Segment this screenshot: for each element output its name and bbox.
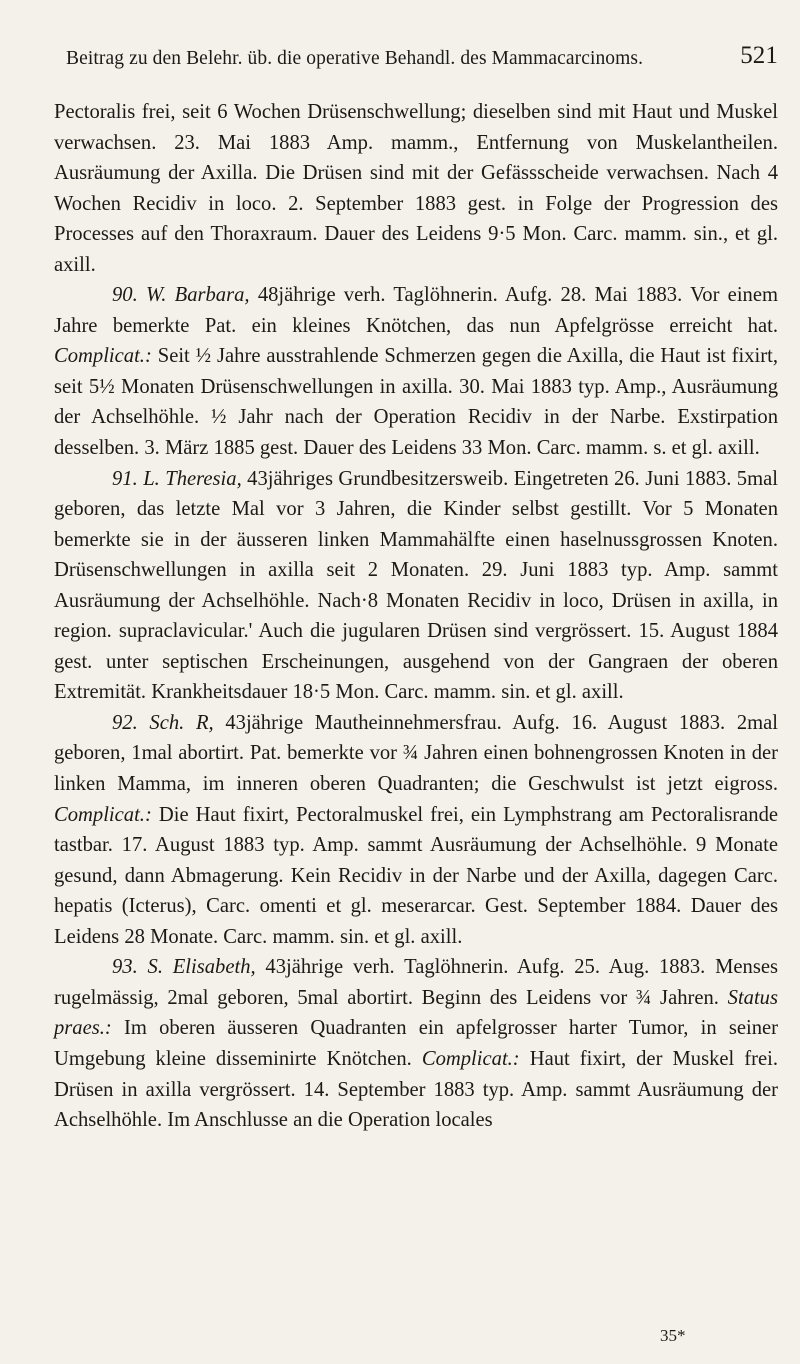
running-title: Beitrag zu den Belehr. üb. die operative Behandl. des Mammacarcinoms. bbox=[66, 48, 644, 69]
section-label: Complicat.: bbox=[421, 1047, 520, 1070]
case-text: 43jährige Mautheinnehmersfrau. Aufg. 16. August 1883. 2mal geboren, 1mal abortirt. Pat. bemerkte vor ¾ Jahren einen bohnengrossen Knoten in der linken Mamma, im inneren oberen Quadranten; die Geschwulst ist jetzt eigross. bbox=[54, 711, 778, 796]
case-text: 43jähriges Grundbesitzersweib. Eingetreten 26. Juni 1883. 5mal geboren, das letzte Mal vor 3 Jahren, die Kinder selbst gestillt. Vor 5 Monaten bemerkte sie in der äusseren linken Mammahälfte einen haselnussgrossen Knoten. Drüsenschwellungen in axilla seit 2 Monaten. 29. Juni 1883 typ. Amp. sammt Ausräumung der Achselhöhle. Nach·8 Monaten Recidiv in loco, Drüsen in axilla, in region. supraclavicular.' Auch die jugularen Drüsen sind vergrössert. 15. August 1884 gest. unter septischen Erscheinungen, ausgehend von der Gangraen der oberen Extremität. Krankheitsdauer 18·5 Mon. Carc. mamm. sin. et gl. axill. bbox=[54, 467, 778, 704]
case-text: Im oberen äusseren Quadranten ein apfelgrosser harter Tumor, in seiner Umgebung kleine disseminirte Knötchen. bbox=[54, 1017, 779, 1070]
case-text: Die Haut fixirt, Pectoralmuskel frei, ein Lymphstrang am Pectoralisrande tastbar. 17. August 1883 typ. Amp. sammt Ausräumung der Achselhöhle. 9 Monate gesund, dann Abmagerung. Kein Recidiv in der Narbe und der Axilla, dagegen Carc. hepatis (Icterus), Carc. omenti et gl. meserarcar. Gest. September 1884. Dauer des Leidens 28 Monate. Carc. mamm. sin. et gl. axill. bbox=[54, 803, 779, 948]
section-label: Status praes.: bbox=[54, 986, 778, 1040]
case-90 bbox=[54, 280, 778, 463]
paragraph-continuation bbox=[54, 97, 778, 280]
body-text bbox=[54, 97, 778, 1136]
case-number: 92. bbox=[112, 711, 138, 734]
case-number: 91. bbox=[112, 467, 138, 490]
case-text: Seit ½ Jahre ausstrahlende Schmerzen gegen die Axilla, die Haut ist fixirt, seit 5½ Monaten Drüsenschwellungen in axilla. 30. Mai 1883 typ. Amp., Ausräumung der Achselhöhle. ½ Jahr nach der Operation Recidiv in der Narbe. Exstirpation desselben. 3. März 1885 gest. Dauer des Leidens 33 Mon. Carc. mamm. s. et gl. axill. bbox=[54, 345, 779, 460]
section-label: Complicat.: bbox=[54, 345, 152, 368]
patient-name: L. Theresia, bbox=[143, 467, 242, 490]
case-text: 48jährige verh. Taglöhnerin. Aufg. 28. Mai 1883. Vor einem Jahre bemerkte Pat. ein kleines Knötchen, das nun Apfelgrösse erreicht hat. bbox=[54, 284, 779, 337]
case-number: 93. bbox=[112, 956, 138, 979]
section-label: Complicat.: bbox=[54, 803, 152, 826]
signature-mark: 35* bbox=[660, 1326, 686, 1345]
patient-name: S. Elisabeth, bbox=[147, 956, 256, 979]
case-text: Haut fixirt, der Muskel frei. Drüsen in axilla vergrössert. 14. September 1883 typ. Amp. sammt Ausräumung der Achselhöhle. Im Anschlusse an die Operation locales bbox=[54, 1047, 779, 1132]
case-91 bbox=[54, 464, 778, 708]
patient-name: Sch. R, bbox=[149, 711, 214, 734]
case-text: 43jährige verh. Taglöhnerin. Aufg. 25. Aug. 1883. Menses rugelmässig, 2mal geboren, 5mal abortirt. Beginn des Leidens vor ¾ Jahren. bbox=[54, 956, 778, 1009]
patient-name: W. Barbara, bbox=[145, 284, 250, 307]
case-number: 90. bbox=[112, 284, 138, 307]
case-93 bbox=[54, 952, 778, 1135]
paragraph-text: Pectoralis frei, seit 6 Wochen Drüsenschwellung; dieselben sind mit Haut und Muskel verwachsen. 23. Mai 1883 Amp. mamm., Entfernung von Muskelantheilen. Ausräumung der Axilla. Die Drüsen sind mit der Gefässscheide verwachsen. Nach 4 Wochen Recidiv in loco. 2. September 1883 gest. in Folge der Progression des Processes auf den Thoraxraum. Dauer des Leidens 9·5 Mon. Carc. mamm. sin., et gl. axill. bbox=[54, 101, 778, 276]
case-92 bbox=[54, 708, 778, 952]
page-number: 521 bbox=[740, 42, 778, 69]
